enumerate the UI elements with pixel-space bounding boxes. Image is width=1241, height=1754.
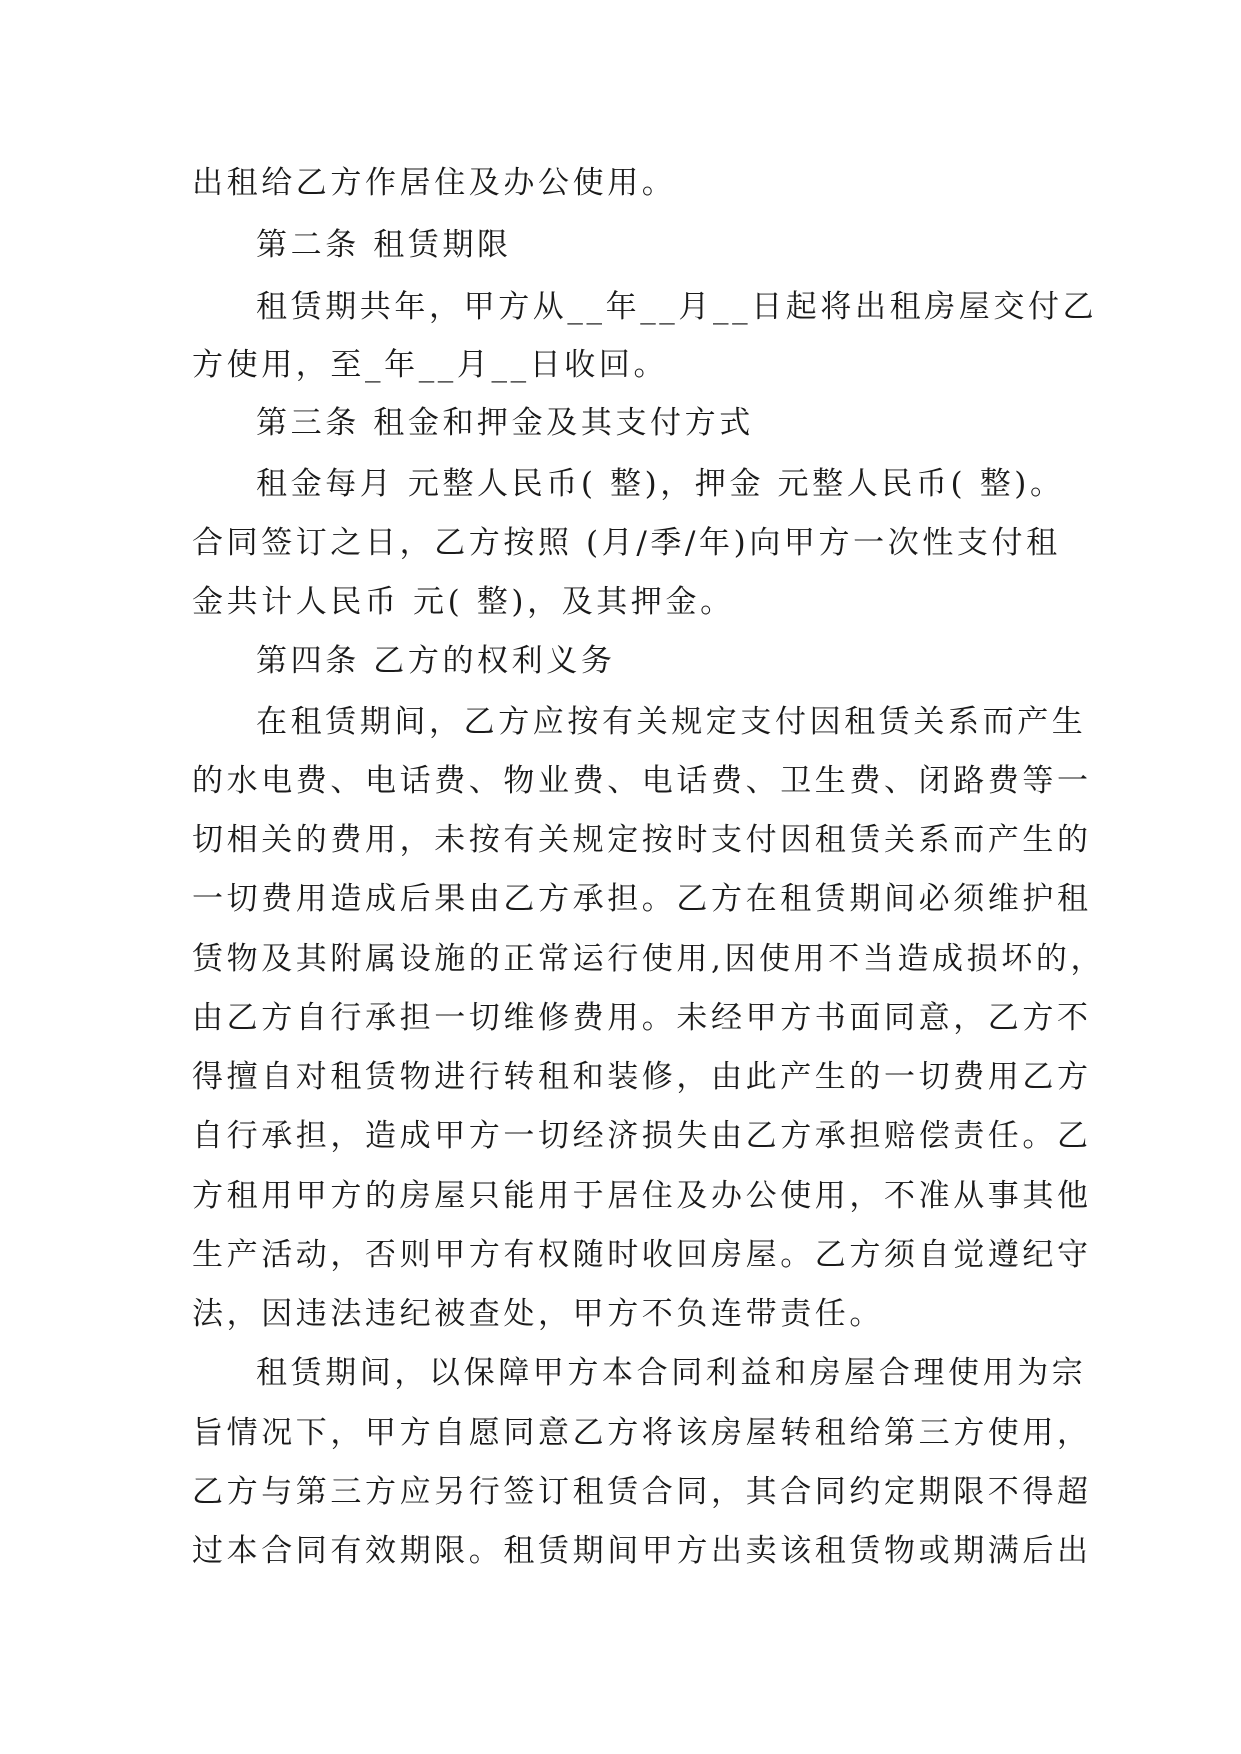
body-text-line: 过本合同有效期限。租赁期间甲方出卖该租赁物或期满后出 (192, 1533, 1092, 1569)
body-text-line: 的水电费、电话费、物业费、电话费、卫生费、闭路费等一 (192, 763, 1092, 799)
body-text-line: 生产活动，否则甲方有权随时收回房屋。乙方须自觉遵纪守 (192, 1237, 1092, 1273)
body-text-line: 旨情况下，甲方自愿同意乙方将该房屋转租给第三方使用， (192, 1415, 1092, 1451)
body-text-line: 出租给乙方作居住及办公使用。 (192, 165, 677, 201)
body-text-line: 乙方与第三方应另行签订租赁合同，其合同约定期限不得超 (192, 1474, 1092, 1510)
body-text-line: 法，因违法违纪被查处，甲方不负连带责任。 (192, 1296, 884, 1332)
body-text-line: 金共计人民币 元( 整)，及其押金。 (192, 584, 735, 620)
section-heading-article-4: 第四条 乙方的权利义务 (256, 643, 616, 679)
section-heading-article-3: 第三条 租金和押金及其支付方式 (256, 405, 754, 441)
body-text-line: 租赁期间，以保障甲方本合同利益和房屋合理使用为宗 (256, 1355, 1087, 1391)
body-text-line: 一切费用造成后果由乙方承担。乙方在租赁期间必须维护租 (192, 881, 1092, 917)
body-text-line: 合同签订之日，乙方按照 (月/季/年)向甲方一次性支付租 (192, 525, 1061, 561)
body-text-line: 租赁期共年，甲方从__年__月__日起将出租房屋交付乙 (256, 289, 1098, 325)
body-text-line: 切相关的费用，未按有关规定按时支付因租赁关系而产生的 (192, 822, 1092, 858)
body-text-line: 租金每月 元整人民币( 整)，押金 元整人民币( 整)。 (256, 466, 1065, 502)
body-text-line: 赁物及其附属设施的正常运行使用,因使用不当造成损坏的， (192, 941, 1106, 977)
body-text-line: 由乙方自行承担一切维修费用。未经甲方书面同意，乙方不 (192, 1000, 1092, 1036)
body-text-line: 在租赁期间，乙方应按有关规定支付因租赁关系而产生 (256, 704, 1087, 740)
body-text-line: 得擅自对租赁物进行转租和装修，由此产生的一切费用乙方 (192, 1059, 1092, 1095)
body-text-line: 方租用甲方的房屋只能用于居住及办公使用，不准从事其他 (192, 1178, 1092, 1214)
body-text-line: 自行承担，造成甲方一切经济损失由乙方承担赔偿责任。乙 (192, 1118, 1092, 1154)
section-heading-article-2: 第二条 租赁期限 (256, 227, 512, 263)
body-text-line: 方使用，至_年__月__日收回。 (192, 347, 669, 383)
